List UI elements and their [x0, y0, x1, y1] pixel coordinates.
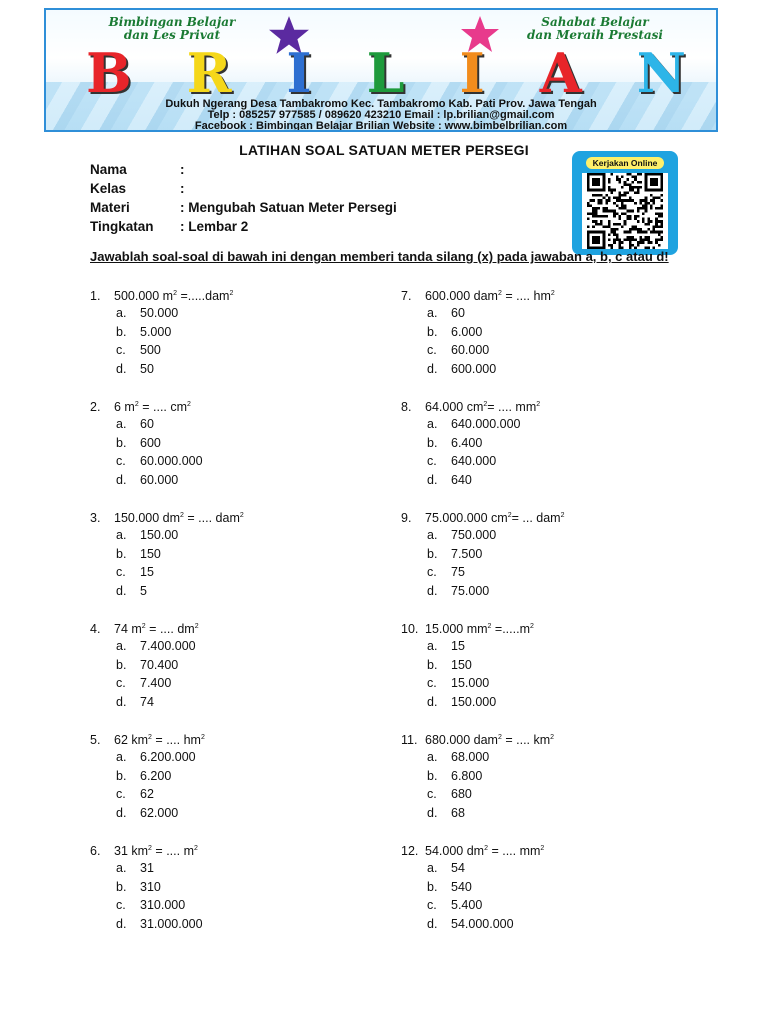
- banner-tagline-right: [520, 16, 670, 42]
- option-value: 50: [140, 361, 154, 376]
- exponent: 2: [239, 511, 244, 519]
- answer-option[interactable]: [401, 341, 701, 360]
- option-letter: a.: [427, 861, 438, 875]
- option-letter: c.: [116, 565, 126, 579]
- option-value: 310.000: [140, 898, 186, 912]
- question-text: 600.000 dam: [425, 289, 498, 303]
- answer-option[interactable]: [401, 434, 701, 453]
- info-label: Tingkatan: [90, 219, 154, 234]
- question-text: 64.000 cm: [425, 400, 484, 414]
- option-letter: c.: [116, 898, 126, 912]
- question-item: [401, 399, 701, 510]
- info-row-materi: [90, 198, 397, 217]
- option-value: 31: [140, 861, 154, 875]
- option-value: 6.800: [451, 768, 483, 783]
- option-value: 5.000: [140, 324, 172, 339]
- question-stem: [90, 621, 390, 637]
- question-number: 3.: [90, 511, 101, 525]
- answer-option[interactable]: [90, 341, 390, 360]
- option-letter: b.: [116, 657, 127, 672]
- banner-contact: Telp : 085257 977585 / 089620 423210 Email : lp.brilian@gmail.com: [207, 109, 555, 121]
- question-text: 74 m: [114, 622, 142, 636]
- option-value: 7.400.000: [140, 639, 196, 653]
- answer-option[interactable]: [401, 859, 701, 878]
- option-letter: b.: [116, 435, 127, 450]
- question-stem: [401, 510, 701, 526]
- option-value: 150: [451, 657, 472, 672]
- answer-option[interactable]: [401, 915, 701, 934]
- banner-social: Facebook : Bimbingan Belajar Brilian Website : www.bimbelbrilian.com: [194, 120, 568, 132]
- exponent: 2: [148, 844, 152, 852]
- answer-option[interactable]: [90, 674, 390, 693]
- question-text: 15.000 mm: [425, 622, 488, 636]
- answer-option[interactable]: [90, 896, 390, 915]
- answer-option[interactable]: [401, 693, 701, 712]
- option-letter: d.: [116, 583, 127, 598]
- info-value: : Mengubah Satuan Meter Persegi: [180, 200, 397, 215]
- question-stem: [90, 732, 390, 748]
- option-letter: a.: [116, 306, 127, 320]
- option-value: 60.000.000: [140, 454, 203, 468]
- option-letter: b.: [116, 768, 127, 783]
- question-text: = .... cm: [138, 400, 188, 414]
- question-text: 680.000 dam: [425, 733, 498, 747]
- answer-option[interactable]: [401, 415, 701, 434]
- exponent: 2: [200, 733, 205, 741]
- questions-left-column: [90, 288, 390, 954]
- option-value: 60: [140, 417, 154, 431]
- option-letter: b.: [427, 768, 438, 783]
- exponent: 2: [483, 400, 488, 408]
- answer-option[interactable]: [401, 360, 701, 379]
- tagline-right-line1: Sahabat Belajar: [541, 15, 649, 29]
- question-text: 75.000.000 cm: [425, 511, 508, 525]
- answer-option[interactable]: [90, 471, 390, 490]
- answer-option[interactable]: [90, 748, 390, 767]
- option-letter: c.: [427, 676, 437, 690]
- option-letter: c.: [116, 454, 126, 468]
- option-letter: b.: [427, 657, 438, 672]
- option-value: 5: [140, 583, 147, 598]
- option-value: 150.00: [140, 528, 179, 542]
- info-row-nama: [90, 160, 397, 179]
- question-number: 1.: [90, 289, 101, 303]
- option-value: 70.400: [140, 657, 179, 672]
- answer-option[interactable]: [90, 637, 390, 656]
- option-value: 60: [451, 306, 465, 320]
- question-number: 8.: [401, 400, 412, 414]
- option-value: 75.000: [451, 583, 490, 598]
- option-value: 6.000: [451, 324, 483, 339]
- question-stem: [90, 288, 390, 304]
- question-text: 62 km: [114, 733, 149, 747]
- exponent: 2: [193, 844, 198, 852]
- option-value: 54.000.000: [451, 916, 514, 931]
- option-value: 62: [140, 787, 154, 801]
- tagline-right-line2: dan Meraih Prestasi: [527, 28, 663, 42]
- logo-letter: L: [366, 41, 405, 105]
- info-value: :: [180, 162, 185, 177]
- option-value: 60.000: [451, 343, 490, 357]
- exponent: 2: [194, 622, 199, 630]
- option-value: 750.000: [451, 528, 497, 542]
- exponent: 2: [497, 289, 502, 297]
- option-letter: c.: [116, 787, 126, 801]
- option-letter: a.: [427, 417, 438, 431]
- option-value: 640.000.000: [451, 417, 521, 431]
- question-text: = .... m: [151, 844, 194, 858]
- question-number: 11.: [401, 733, 418, 747]
- question-text: 6 m: [114, 400, 135, 414]
- exponent: 2: [229, 289, 234, 297]
- exponent: 2: [187, 400, 191, 408]
- answer-option[interactable]: [401, 526, 701, 545]
- answer-option[interactable]: [401, 545, 701, 564]
- option-value: 500: [140, 343, 161, 357]
- option-letter: d.: [427, 472, 438, 487]
- answer-option[interactable]: [401, 896, 701, 915]
- worksheet-title: LATIHAN SOAL SATUAN METER PERSEGI: [239, 142, 529, 158]
- answer-option[interactable]: [90, 526, 390, 545]
- question-number: 10.: [401, 622, 419, 636]
- option-letter: a.: [116, 750, 127, 764]
- option-letter: d.: [427, 805, 438, 820]
- info-label: Materi: [90, 200, 130, 215]
- question-number: 9.: [401, 511, 412, 525]
- option-letter: d.: [116, 472, 127, 487]
- question-stem: [90, 843, 390, 859]
- option-letter: b.: [116, 546, 127, 561]
- option-letter: d.: [427, 361, 438, 376]
- option-letter: b.: [427, 879, 438, 894]
- option-value: 31.000.000: [140, 916, 203, 931]
- info-value: : Lembar 2: [180, 219, 249, 234]
- question-number: 7.: [401, 289, 412, 303]
- option-letter: d.: [116, 805, 127, 820]
- option-letter: d.: [427, 916, 438, 931]
- exponent: 2: [507, 511, 512, 519]
- option-value: 60.000: [140, 472, 179, 487]
- option-value: 68.000: [451, 750, 490, 764]
- question-item: [90, 399, 390, 510]
- question-stem: [401, 732, 701, 748]
- option-value: 68: [451, 805, 465, 820]
- option-letter: c.: [116, 676, 126, 690]
- question-text: = .... dm: [145, 622, 195, 636]
- answer-option[interactable]: [90, 656, 390, 675]
- option-letter: c.: [427, 343, 437, 357]
- option-value: 640.000: [451, 454, 497, 468]
- answer-option[interactable]: [90, 415, 390, 434]
- answer-option[interactable]: [90, 582, 390, 601]
- question-number: 5.: [90, 733, 101, 747]
- answer-option[interactable]: [401, 452, 701, 471]
- option-value: 680: [451, 787, 472, 801]
- option-value: 62.000: [140, 805, 179, 820]
- answer-option[interactable]: [401, 767, 701, 786]
- question-number: 2.: [90, 400, 101, 414]
- question-text: 54.000 dm: [425, 844, 485, 858]
- option-value: 7.400: [140, 676, 172, 690]
- answer-option[interactable]: [90, 767, 390, 786]
- option-value: 15.000: [451, 676, 490, 690]
- option-value: 75: [451, 565, 465, 579]
- option-letter: a.: [116, 639, 127, 653]
- logo-letter: I: [459, 41, 485, 105]
- exponent: 2: [487, 622, 492, 630]
- option-value: 6.200.000: [140, 750, 196, 764]
- answer-option[interactable]: [90, 859, 390, 878]
- option-letter: d.: [427, 694, 438, 709]
- option-letter: a.: [427, 639, 438, 653]
- banner-tagline-left: [102, 16, 242, 42]
- answer-option[interactable]: [90, 304, 390, 323]
- option-value: 50.000: [140, 306, 179, 320]
- logo-letter: N: [636, 41, 686, 105]
- question-text: = ... dam: [511, 511, 561, 525]
- question-text: = .... mm: [487, 844, 541, 858]
- answer-option[interactable]: [90, 878, 390, 897]
- exponent: 2: [536, 400, 541, 408]
- option-letter: a.: [427, 306, 438, 320]
- option-letter: d.: [116, 694, 127, 709]
- question-text: = .... mm: [487, 400, 537, 414]
- question-text: 500.000 m: [114, 289, 174, 303]
- exponent: 2: [497, 733, 502, 741]
- exponent: 2: [530, 622, 534, 630]
- tagline-left-line1: Bimbingan Belajar: [108, 15, 236, 29]
- exponent: 2: [134, 400, 139, 408]
- answer-option[interactable]: [401, 323, 701, 342]
- info-row-kelas: [90, 179, 397, 198]
- answer-option[interactable]: [90, 804, 390, 823]
- answer-option[interactable]: [401, 785, 701, 804]
- exponent: 2: [180, 511, 184, 519]
- question-number: 12.: [401, 844, 419, 858]
- question-item: [401, 732, 701, 843]
- option-value: 54: [451, 861, 465, 875]
- question-stem: [401, 621, 701, 637]
- option-value: 6.200: [140, 768, 172, 783]
- question-item: [401, 510, 701, 621]
- answer-option[interactable]: [90, 452, 390, 471]
- question-text: = .... hm: [501, 289, 551, 303]
- answer-option[interactable]: [401, 637, 701, 656]
- option-letter: b.: [427, 324, 438, 339]
- logo-letter: A: [539, 41, 582, 105]
- option-letter: a.: [427, 528, 438, 542]
- option-letter: a.: [116, 528, 127, 542]
- option-letter: d.: [116, 916, 127, 931]
- exponent: 2: [141, 622, 146, 630]
- option-letter: c.: [427, 787, 437, 801]
- question-item: [90, 843, 390, 954]
- answer-option[interactable]: [90, 693, 390, 712]
- option-value: 150.000: [451, 694, 497, 709]
- option-value: 7.500: [451, 546, 483, 561]
- question-text: = .... hm: [151, 733, 201, 747]
- exponent: 2: [550, 289, 555, 297]
- student-info: [90, 160, 397, 236]
- answer-option[interactable]: [401, 674, 701, 693]
- option-value: 600: [140, 435, 161, 450]
- question-text: 31 km: [114, 844, 149, 858]
- option-value: 15: [451, 639, 465, 653]
- online-qr-panel[interactable]: [572, 151, 678, 255]
- question-item: [401, 621, 701, 732]
- info-label: Kelas: [90, 181, 127, 196]
- option-letter: b.: [116, 324, 127, 339]
- option-letter: b.: [427, 435, 438, 450]
- option-letter: d.: [116, 361, 127, 376]
- answer-option[interactable]: [401, 748, 701, 767]
- answer-option[interactable]: [401, 804, 701, 823]
- question-text: = .... dam: [183, 511, 240, 525]
- answer-option[interactable]: [401, 471, 701, 490]
- exponent: 2: [540, 844, 545, 852]
- option-value: 600.000: [451, 361, 497, 376]
- question-item: [401, 843, 701, 954]
- question-item: [90, 288, 390, 399]
- questions-right-column: [401, 288, 701, 954]
- question-text: 150.000 dm: [114, 511, 181, 525]
- instruction-text: Jawablah soal-soal di bawah ini dengan memberi tanda silang (x) pada jawaban a, b, c atau d!: [90, 249, 669, 264]
- qr-label: Kerjakan Online: [586, 157, 664, 169]
- answer-option[interactable]: [90, 915, 390, 934]
- question-item: [90, 510, 390, 621]
- option-value: 640: [451, 472, 472, 487]
- question-text: =.....m: [491, 622, 530, 636]
- question-number: 6.: [90, 844, 101, 858]
- question-item: [90, 621, 390, 732]
- option-letter: b.: [116, 879, 127, 894]
- qr-code-icon[interactable]: [582, 173, 668, 249]
- info-label: Nama: [90, 162, 127, 177]
- banner-address: Dukuh Ngerang Desa Tambakromo Kec. Tambakromo Kab. Pati Prov. Jawa Tengah: [165, 98, 597, 110]
- question-stem: [401, 843, 701, 859]
- question-stem: [401, 288, 701, 304]
- exponent: 2: [148, 733, 152, 741]
- answer-option[interactable]: [401, 563, 701, 582]
- answer-option[interactable]: [90, 545, 390, 564]
- logo-letter: B: [86, 41, 132, 105]
- option-value: 540: [451, 879, 472, 894]
- answer-option[interactable]: [90, 323, 390, 342]
- option-letter: c.: [427, 454, 437, 468]
- exponent: 2: [484, 844, 488, 852]
- answer-option[interactable]: [90, 563, 390, 582]
- option-letter: c.: [427, 898, 437, 912]
- option-value: 15: [140, 565, 154, 579]
- option-letter: a.: [116, 861, 127, 875]
- option-value: 150: [140, 546, 161, 561]
- exponent: 2: [550, 733, 555, 741]
- header-banner: [44, 8, 718, 132]
- option-value: 6.400: [451, 435, 483, 450]
- option-value: 5.400: [451, 898, 483, 912]
- info-value: :: [180, 181, 185, 196]
- option-letter: b.: [427, 546, 438, 561]
- answer-option[interactable]: [401, 878, 701, 897]
- answer-option[interactable]: [401, 582, 701, 601]
- answer-option[interactable]: [90, 785, 390, 804]
- question-number: 4.: [90, 622, 101, 636]
- question-stem: [90, 510, 390, 526]
- info-row-tingkatan: [90, 217, 397, 236]
- answer-option[interactable]: [90, 434, 390, 453]
- option-letter: a.: [116, 417, 127, 431]
- option-letter: c.: [116, 343, 126, 357]
- question-item: [401, 288, 701, 399]
- option-value: 310: [140, 879, 161, 894]
- logo-letter: I: [286, 41, 312, 105]
- exponent: 2: [560, 511, 565, 519]
- tagline-left-line2: dan Les Privat: [123, 28, 221, 42]
- question-text: = .... km: [501, 733, 551, 747]
- option-letter: d.: [427, 583, 438, 598]
- option-value: 74: [140, 694, 154, 709]
- question-item: [90, 732, 390, 843]
- option-letter: c.: [427, 565, 437, 579]
- question-stem: [401, 399, 701, 415]
- answer-option[interactable]: [401, 304, 701, 323]
- answer-option[interactable]: [90, 360, 390, 379]
- logo-letter: R: [186, 41, 232, 105]
- exponent: 2: [173, 289, 177, 297]
- option-letter: a.: [427, 750, 438, 764]
- question-text: =.....dam: [176, 289, 230, 303]
- answer-option[interactable]: [401, 656, 701, 675]
- question-stem: [90, 399, 390, 415]
